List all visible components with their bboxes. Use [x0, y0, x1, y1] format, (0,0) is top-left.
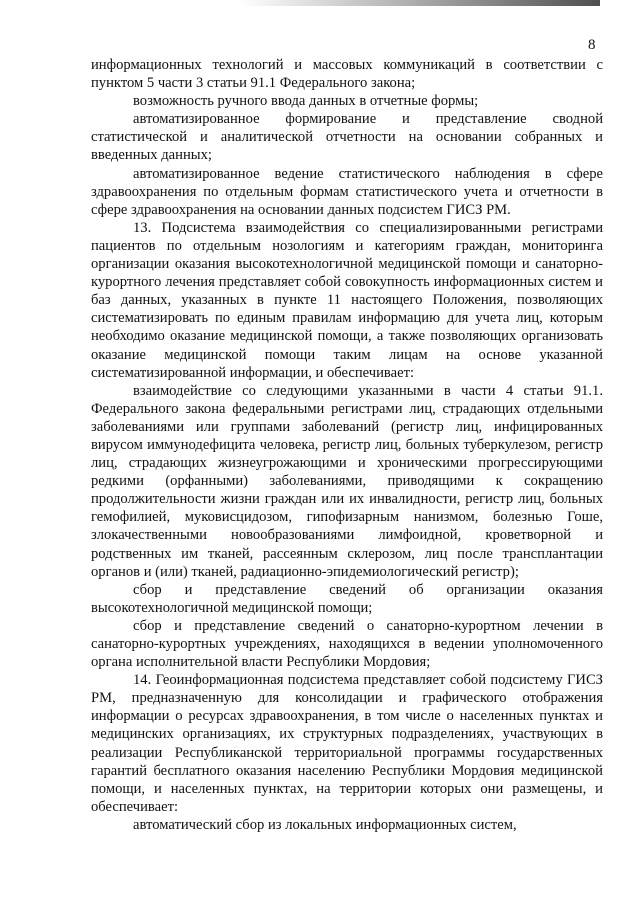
page-number: 8: [588, 37, 596, 53]
paragraph-9: 14. Геоинформационная подсистема представляет собой подсистему ГИСЗ РМ, предназначенную для консолидации и графического отображения информации о ресурсах здравоохранения, в том числе о населенных пунктах и медицинских организациях, их структурных подразделениях, участвующих в реализации Республиканской территориальной программы государственных гарантий бесплатного оказания населению Республики Мордовия медицинской помощи, и населенных пунктах, на территории которых они размещены, и обеспечивает:: [91, 672, 603, 815]
paragraph-8: сбор и представление сведений о санаторно-курортном лечении в санаторно-курортных учреждениях, находящихся в ведении уполномоченного органа исполнительной власти Республики Мордовия;: [91, 617, 603, 671]
paragraph-2: возможность ручного ввода данных в отчетные формы;: [133, 93, 479, 110]
paragraph-7: сбор и представление сведений об организации оказания высокотехнологичной медицинской помощи;: [91, 581, 603, 616]
paragraph-1: информационных технологий и массовых коммуникаций в соответствии с пунктом 5 части 3 статьи 91.1 Федерального закона;: [91, 57, 603, 92]
paragraph-6: взаимодействие со следующими указанными в части 4 статьи 91.1. Федерального закона федеральными регистрами лиц, страдающих отдельными заболеваниями или группами заболеваний (регистр лиц, инфицированных вирусом иммунодефицита человека, регистр лиц, больных туберкулезом, регистр лиц, страдающих жизнеугрожающими и хроническими прогрессирующими редкими (орфанными) заболеваниями, приводящими к сокращению продолжительности жизни граждан или их инвалидности, регистр лиц, больных гемофилией, муковисцидозом, гипофизарным нанизмом, болезнью Гоше, злокачественными новообразованиями лимфоидной, кроветворной и родственных им тканей, рассеянным склерозом, лиц после трансплантации органов и (или) тканей, радиационно-эпидемиологический регистр);: [91, 382, 603, 580]
paragraph-3: автоматизированное формирование и представление сводной статистической и аналитической отчетности на основании собранных и введенных данных;: [91, 111, 603, 164]
paragraph-10: автоматический сбор из локальных информационных систем,: [133, 816, 517, 833]
paragraph-4: автоматизированное ведение статистического наблюдения в сфере здравоохранения по отдельным формам статистического учета и отчетности в сфере здравоохранения на основании данных подсистем ГИСЗ РМ.: [91, 165, 603, 218]
paragraph-5: 13. Подсистема взаимодействия со специализированными регистрами пациентов по отдельным нозологиям и категориям граждан, мониторинга организации оказания высокотехнологичной медицинской помощи и санаторно-курортного лечения представляет собой совокупность информационных систем и баз данных, указанных в пункте 11 настоящего Положения, позволяющих систематизировать по единым правилам информацию для учета лиц, которым необходимо оказание медицинской помощи, а также позволяющих организовать оказание медицинской помощи таким лицам на основе указанной систематизированной информации, и обеспечивает:: [91, 219, 603, 381]
document-body: [91, 56, 603, 834]
scan-edge-artifact: [240, 0, 600, 6]
